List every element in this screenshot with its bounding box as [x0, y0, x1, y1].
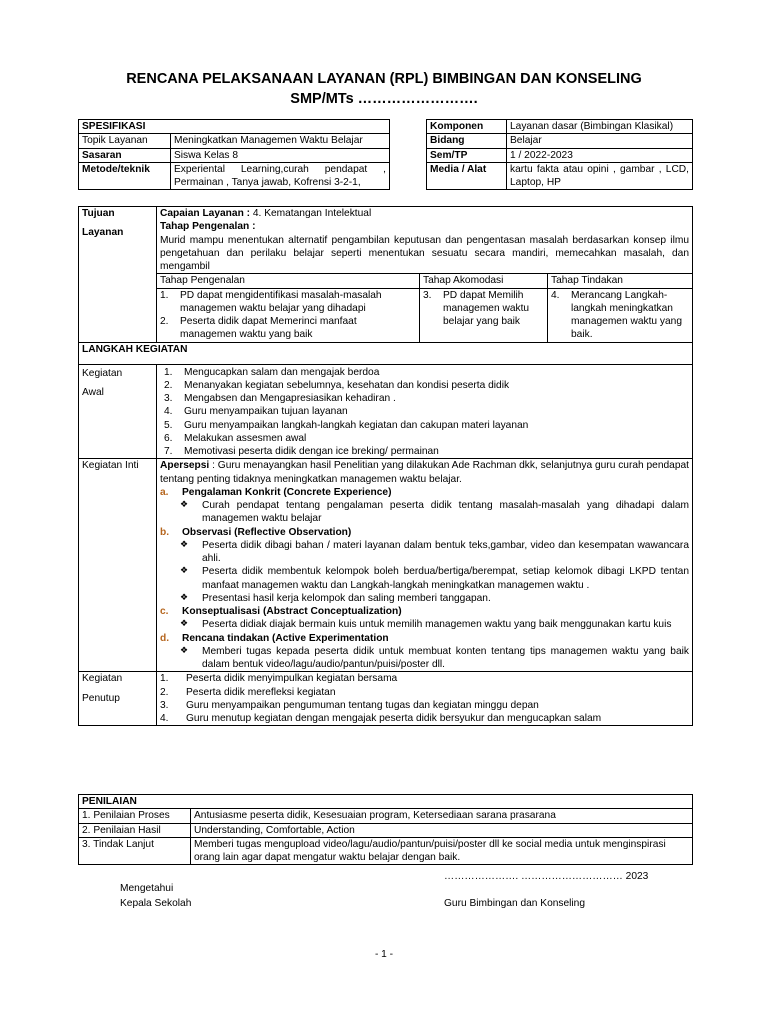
- main-plan-table: [78, 206, 693, 726]
- capaian-value: 4. Kematangan Intelektual: [250, 208, 372, 219]
- list-item: 5. Guru menyampaikan langkah-langkah kegiatan dan cakupan materi layanan: [164, 419, 529, 431]
- capaian-cell: [157, 207, 693, 274]
- apersepsi-text: : Guru menayangkan hasil Penelitian yang dilakukan Ade Rachman dkk, selanjutnya guru curah pendapat tentang penting tidaknya meningkatkan managemen waktu belajar.: [160, 460, 689, 485]
- akomodasi-cell: [420, 288, 548, 342]
- tujuan-label: Layanan: [82, 227, 124, 239]
- spec-value: Belajar: [507, 134, 693, 148]
- diamond-bullet-icon: ❖: [180, 499, 189, 509]
- spec-value: Layanan dasar (Bimbingan Klasikal): [507, 120, 693, 134]
- tahap-label: Tahap Pengenalan :: [160, 221, 256, 233]
- spec-label: Sasaran: [79, 148, 171, 162]
- section-title: b. Observasi (Reflective Observation): [160, 526, 352, 538]
- list-item: 4. Guru menutup kegiatan dengan mengajak peserta didik bersyukur dan mengucapkan salam: [160, 713, 602, 724]
- inti-label-cell: [79, 459, 157, 672]
- bullet-item: ❖ Presentasi hasil kerja kelompok dan saling memberi tanggapan.: [180, 591, 491, 604]
- document-title: RENCANA PELAKSANAAN LAYANAN (RPL) BIMBINGAN DAN KONSELING: [126, 71, 642, 87]
- awal-cell: [157, 364, 693, 459]
- guru-bk-text: Guru Bimbingan dan Konseling: [444, 898, 586, 909]
- section-title: d. Rencana tindakan (Active Experimentation: [160, 632, 389, 644]
- langkah-header: LANGKAH KEGIATAN: [79, 342, 693, 364]
- list-item: 6. Melakukan assesmen awal: [164, 432, 307, 444]
- list-item: 1. Mengucapkan salam dan mengajak berdoa: [164, 366, 380, 378]
- list-item: 2. Menanyakan kegiatan sebelumnya, kesehatan dan kondisi peserta didik: [164, 379, 510, 391]
- spec-value: Siswa Kelas 8: [171, 148, 390, 162]
- penilaian-header: PENILAIAN: [79, 795, 693, 809]
- list-item: 2. Peserta didik dapat Memerinci manfaat managemen waktu yang baik: [160, 316, 357, 341]
- date-line: …………………. ………………………… 2023: [444, 871, 649, 882]
- spec-header: SPESIFIKASI: [79, 120, 390, 134]
- kepala-sekolah-text: Kepala Sekolah: [120, 898, 192, 909]
- awal-label: Kegiatan: [82, 367, 123, 379]
- list-item: 7. Memotivasi peserta didik dengan ice breking/ permainan: [164, 446, 439, 457]
- bullet-item: ❖ Memberi tugas kepada peserta didik untuk membuat konten tentang tips managemen waktu yang baik dalam bentuk video/lagu/audio/pantun/puisi/poster dll.: [180, 644, 689, 670]
- penilaian-label: 2. Penilaian Hasil: [79, 823, 191, 837]
- list-item: 3. Guru menyampaikan pengumuman tentang tugas dan kegiatan minggu depan: [160, 699, 539, 711]
- section-title: a. Pengalaman Konkrit (Concrete Experience): [160, 486, 392, 498]
- awal-label: Awal: [82, 386, 104, 398]
- inti-label: Kegiatan Inti: [82, 460, 139, 472]
- diamond-bullet-icon: ❖: [180, 538, 189, 549]
- penutup-cell: [157, 672, 693, 726]
- tahap-text: Murid mampu menentukan alternatif pengambilan keputusan dan pengentasan masalah berdasarkan konsep ilmu pengetahuan dan perilaku belajar seperti menentukan sesuatu secara mandiri, memecahkan masalah, dan mengambil: [160, 234, 689, 272]
- diamond-bullet-icon: ❖: [180, 644, 189, 655]
- capaian-label: Capaian Layanan :: [160, 208, 251, 219]
- document-subtitle: SMP/MTs …………………….: [290, 91, 478, 107]
- section-title: c. Konseptualisasi (Abstract Conceptualization): [160, 606, 402, 617]
- spec-value: Meningkatkan Managemen Waktu Belajar: [171, 134, 390, 148]
- apersepsi-label: Apersepsi: [160, 460, 210, 472]
- column-header: Tahap Tindakan: [548, 274, 693, 288]
- spec-value: kartu fakta atau opini , gambar , LCD, Laptop, HP: [507, 162, 693, 190]
- list-item: 1. PD dapat mengidentifikasi masalah-masalah managemen waktu belajar yang dihadapi: [160, 289, 382, 314]
- penilaian-value: Understanding, Comfortable, Action: [191, 823, 693, 837]
- tindakan-cell: [548, 288, 693, 342]
- awal-label-cell: [79, 364, 157, 459]
- spec-label: Media / Alat: [427, 162, 507, 190]
- spec-label: Metode/teknik: [79, 162, 171, 190]
- spec-label: Komponen: [427, 120, 507, 134]
- list-item: 4. Guru menyampaikan tujuan layanan: [164, 406, 348, 418]
- pengenalan-cell: [157, 288, 420, 342]
- page-number: - 1 -: [374, 949, 394, 960]
- column-header: Tahap Akomodasi: [420, 274, 548, 288]
- mengetahui-text: Mengetahui: [120, 883, 174, 894]
- spec-label: Sem/TP: [427, 148, 507, 162]
- list-item: 3. PD dapat Memilih managemen waktu belajar yang baik: [423, 289, 530, 327]
- penilaian-table: [78, 794, 693, 865]
- spec-right-table: [426, 119, 693, 190]
- diamond-bullet-icon: ❖: [180, 591, 189, 602]
- bullet-item: ❖ Curah pendapat tentang pengalaman peserta didik tentang masalah-masalah yang dihadapi dalam managemen waktu belajar: [180, 499, 689, 525]
- spec-value: Experiental Learning,curah pendapat , Permainan , Tanya jawab, Kofrensi 3-2-1,: [171, 162, 390, 190]
- bullet-item: ❖ Peserta didik membentuk kelompok boleh berdua/bertiga/berempat, setiap kelomok dibagi LKPD tentan manfaat managemen waktu dan Langkah-langkah meningkatkan managemen waktu .: [180, 565, 689, 591]
- penilaian-label: 3. Tindak Lanjut: [79, 837, 191, 865]
- inti-cell: [157, 459, 693, 672]
- penilaian-value: Memberi tugas mengupload video/lagu/audio/pantun/puisi/poster dll ke social media untuk menginspirasi orang lain agar dapat mengatur waktu belajar dengan baik.: [191, 837, 693, 865]
- diamond-bullet-icon: ❖: [180, 618, 189, 629]
- spec-label: Topik Layanan: [79, 134, 171, 148]
- diamond-bullet-icon: ❖: [180, 565, 189, 576]
- penutup-label-cell: [79, 672, 157, 726]
- list-item: 1. Peserta didik menyimpulkan kegiatan bersama: [160, 673, 398, 685]
- penutup-label: Penutup: [82, 692, 120, 704]
- penutup-label: Kegiatan: [82, 673, 123, 685]
- penilaian-value: Antusiasme peserta didik, Kesesuaian program, Ketersediaan sarana prasarana: [191, 809, 693, 823]
- list-item: 2. Peserta didik merefleksi kegiatan: [160, 686, 336, 698]
- list-item: 3. Mengabsen dan Mengapresiasikan kehadiran .: [164, 393, 396, 404]
- spec-value: 1 / 2022-2023: [507, 148, 693, 162]
- spec-label: Bidang: [427, 134, 507, 148]
- column-header: Tahap Pengenalan: [157, 274, 420, 288]
- bullet-item: ❖ Peserta didiak diajak bermain kuis untuk memilih managemen waktu yang baik menggunakan kartu kuis: [180, 618, 672, 631]
- tujuan-label: Tujuan: [82, 208, 115, 219]
- spec-left-table: [78, 119, 390, 190]
- bullet-item: ❖ Peserta didik dibagi bahan / materi layanan dalam bentuk teks,gambar, video dan kesempatan wawancara ahli.: [180, 538, 689, 564]
- tujuan-label-cell: [79, 207, 157, 343]
- list-item: 4. Merancang Langkah-langkah meningkatkan managemen waktu yang baik.: [551, 289, 682, 341]
- penilaian-label: 1. Penilaian Proses: [79, 809, 191, 823]
